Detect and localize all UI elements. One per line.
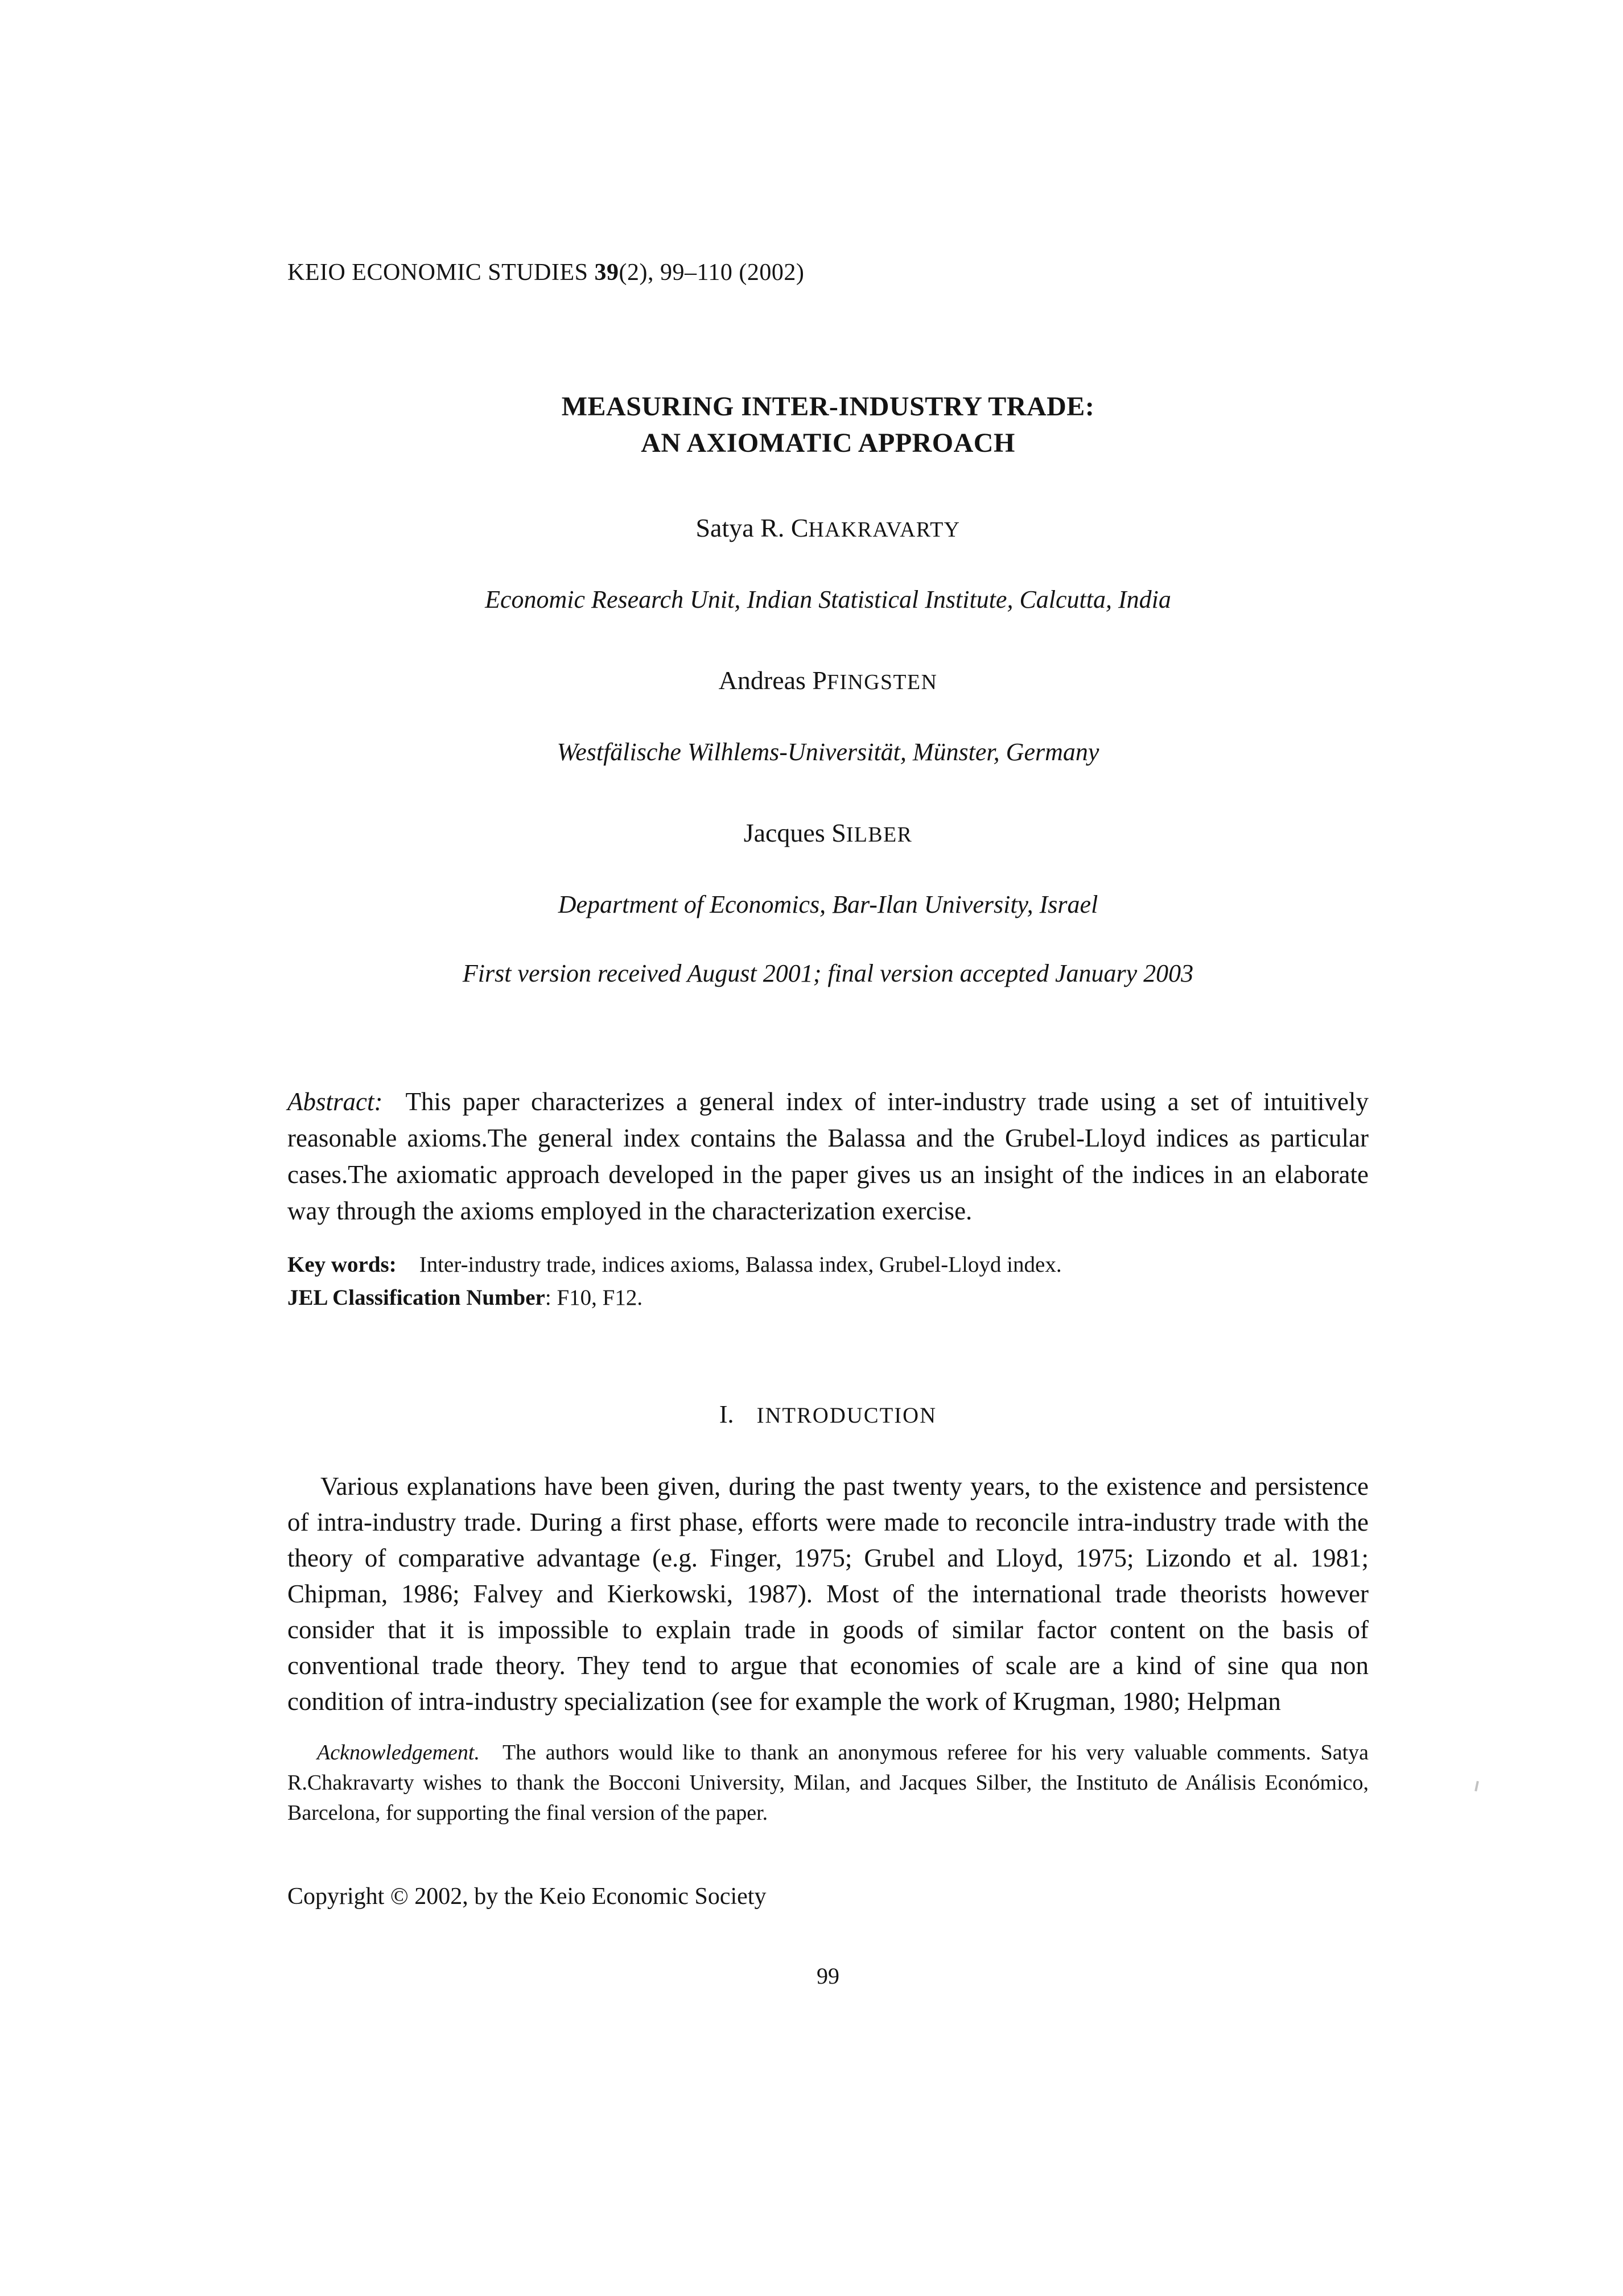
author-1-affiliation: Economic Research Unit, Indian Statistical Institute, Calcutta, India bbox=[485, 586, 1171, 613]
keywords-line bbox=[287, 1248, 1369, 1281]
author-2-affiliation: Westfälische Wilhlems-Universität, Münster, Germany bbox=[557, 738, 1099, 766]
abstract-text: This paper characterizes a general index of inter-industry trade using a set of intuitively reasonable axioms.The general index contains the Balassa and the Grubel-Lloyd indices as particular cases.The axiomatic approach developed in the paper gives us an insight of the indices in an elaborate way through the axioms employed in the characterization exercise. bbox=[287, 1087, 1369, 1225]
keywords-label: Key words: bbox=[287, 1252, 397, 1277]
paper-title bbox=[287, 389, 1369, 461]
author-3-name: Jacques S bbox=[743, 818, 846, 847]
author-3 bbox=[287, 818, 1369, 848]
journal-header bbox=[287, 259, 1369, 286]
abstract-label: Abstract: bbox=[287, 1087, 383, 1116]
acknowledgement-footnote bbox=[287, 1738, 1369, 1828]
page-number: 99 bbox=[817, 1963, 839, 1989]
journal-name: KEIO ECONOMIC STUDIES bbox=[287, 259, 595, 286]
author-2-surname: FINGSTEN bbox=[827, 670, 938, 694]
page-content bbox=[287, 0, 1369, 1989]
journal-volume: 39 bbox=[594, 259, 619, 286]
received-dates: First version received August 2001; final version accepted January 2003 bbox=[462, 959, 1194, 987]
author-3-affiliation: Department of Economics, Bar-Ilan University, Israel bbox=[558, 891, 1098, 918]
section-number: I. bbox=[719, 1400, 734, 1428]
abstract-paragraph bbox=[287, 1083, 1369, 1229]
author-1 bbox=[287, 513, 1369, 543]
author-1-surname: HAKRAVARTY bbox=[808, 518, 961, 542]
jel-text: : F10, F12. bbox=[545, 1285, 643, 1310]
jel-line bbox=[287, 1281, 1369, 1314]
keywords-text: Inter-industry trade, indices axioms, Balassa index, Grubel-Lloyd index. bbox=[419, 1252, 1062, 1277]
author-3-surname: ILBER bbox=[846, 823, 913, 847]
section-heading-introduction bbox=[287, 1400, 1369, 1429]
acknowledgement-text: The authors would like to thank an anonymous referee for his very valuable comments. Satya R.Chakravarty wishes to thank the Bocconi University, Milan, and Jacques Silber, the Instituto de Análisis Económico, Barcelona, for supporting the final version of the paper. bbox=[287, 1741, 1369, 1825]
author-2-name: Andreas P bbox=[718, 666, 827, 695]
copyright-line: Copyright © 2002, by the Keio Economic Society bbox=[287, 1883, 767, 1910]
scan-artifact-mark bbox=[1474, 1781, 1479, 1791]
section-title: INTRODUCTION bbox=[756, 1403, 937, 1428]
introduction-paragraph: Various explanations have been given, during the past twenty years, to the existence and persistence of intra-industry trade. During a first phase, efforts were made to reconcile intra-industry trade with the theory of comparative advantage (e.g. Finger, 1975; Grubel and Lloyd, 1975; Lizondo et al. 1981; Chipman, 1986; Falvey and Kierkowski, 1987). Most of the international trade theorists however consider that it is impossible to explain trade in goods of similar factor content on the basis of conventional trade theory. They tend to argue that economies of scale are a kind of sine qua non condition of intra-industry specialization (see for example the work of Krugman, 1980; Helpman bbox=[287, 1472, 1369, 1716]
acknowledgement-label: Acknowledgement. bbox=[317, 1741, 480, 1765]
paper-title-line2: AN AXIOMATIC APPROACH bbox=[641, 428, 1015, 458]
jel-label: JEL Classification Number bbox=[287, 1285, 545, 1310]
author-1-name: Satya R. C bbox=[695, 513, 809, 542]
journal-issue-pages: (2), 99–110 (2002) bbox=[619, 259, 805, 286]
paper-title-line1: MEASURING INTER-INDUSTRY TRADE: bbox=[561, 391, 1095, 422]
author-2 bbox=[287, 665, 1369, 695]
